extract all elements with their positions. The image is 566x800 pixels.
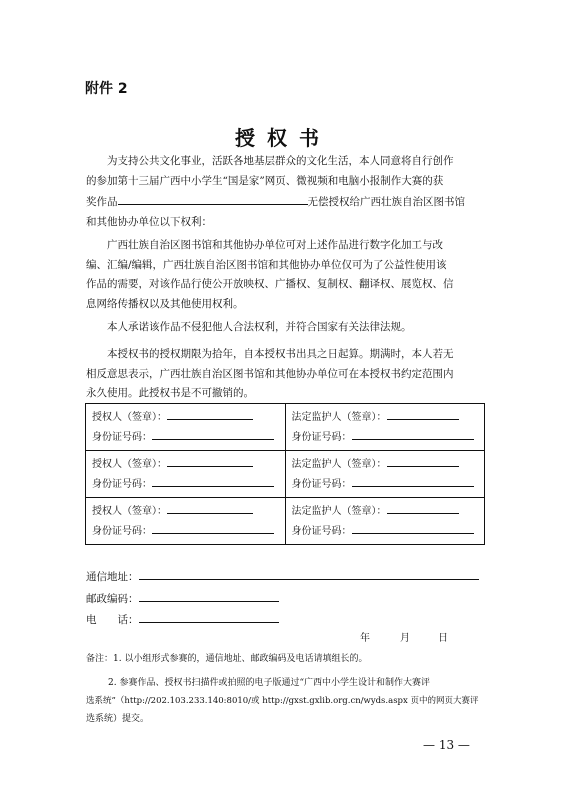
guardian-label: 法定监护人（签章）： [291,506,387,517]
signer-signature-field[interactable] [167,407,253,420]
signature-row [86,451,485,498]
date-month: 月 [400,633,410,644]
date-day: 日 [438,633,448,644]
phone-row [86,609,279,627]
para4-line3: 永久使用。此授权书是不可撤销的。 [86,387,254,399]
para1-line3-prefix: 奖作品 [86,196,118,208]
para3-line: 本人承诺该作品不侵犯他人合法权利，并符合国家有关法律法规。 [107,321,412,333]
signature-table [85,403,485,545]
guardian-signature-field[interactable] [387,454,459,467]
document-title: 授权书 [235,126,331,150]
postcode-label: 邮政编码： [86,593,139,605]
guardian-cell [285,498,485,545]
signer-label: 授权人（签章）： [92,459,167,470]
authorization-paragraph-3 [86,318,484,338]
signer-id-field[interactable] [152,474,274,487]
para2-line4: 息网络传播权以及其他使用权利。 [86,297,244,310]
para1-line4: 和其他协办单位以下权利： [86,215,212,228]
date-line [360,629,448,644]
signer-signature-field[interactable] [167,454,253,467]
guardian-signature-field[interactable] [387,407,459,420]
guardian-id-label: 身份证号码： [291,432,352,443]
address-label: 通信地址： [86,571,139,583]
para4-line2: 相反意思表示，广西壮族自治区图书馆和其他协办单位可在本授权书约定范围内 [86,367,454,380]
note-2-line1: 2. 参赛作品、授权书扫描件或拍照的电子版通过“广西中小学生设计和制作大赛评 [108,678,431,688]
address-field[interactable] [139,566,479,580]
para4-line1: 本授权书的授权期限为拾年，自本授权书出具之日起算。期满时，本人若无 [107,348,454,360]
signer-id-field[interactable] [152,427,274,440]
signer-label: 授权人（签章）： [92,412,167,423]
guardian-cell [285,451,485,498]
para1-line3-suffix: 无偿授权给广西壮族自治区图书馆 [307,196,465,208]
signer-id-field[interactable] [152,521,274,534]
signer-cell [86,498,286,545]
signer-id-label: 身份证号码： [92,432,152,443]
authorization-paragraph-2 [86,236,484,314]
para2-line2: 编、汇编/编辑，广西壮族自治区图书馆和其他协办单位仅可为了公益性使用该 [86,258,447,271]
guardian-cell [285,404,485,451]
signer-signature-field[interactable] [167,501,253,514]
note-2-line2: 选系统”（http://202.103.233.140:8010/或 http://gxst.gxlib.org.cn/wyds.aspx 页中的网页大赛评 [86,696,479,706]
phone-label: 电 话： [86,614,139,626]
guardian-id-label: 身份证号码： [291,526,352,537]
signer-label: 授权人（签章）： [92,506,167,517]
guardian-id-label: 身份证号码： [291,479,352,490]
signer-id-label: 身份证号码： [92,479,152,490]
authorization-paragraph-1 [86,152,484,232]
notes [86,650,486,728]
phone-field[interactable] [139,609,279,623]
para2-line3: 作品的需要，对该作品行使公开放映权、广播权、复制权、翻译权、展览权、信 [86,278,454,290]
signer-id-label: 身份证号码： [92,526,152,537]
authorization-paragraph-4 [86,345,484,404]
work-title-blank[interactable] [118,191,308,205]
note-1: 备注：1. 以小组形式参赛的，通信地址、邮政编码及电话请填组长的。 [86,654,368,664]
page-number: — 13 — [423,738,470,752]
signer-cell [86,404,286,451]
para1-line2: 的参加第十三届广西中小学生“国是家”网页、微视频和电脑小报制作大赛的获 [86,174,444,187]
para1-line1: 为支持公共文化事业，活跃各地基层群众的文化生活，本人同意将自行创作 [107,155,454,167]
guardian-label: 法定监护人（签章）： [291,412,387,423]
para2-line1: 广西壮族自治区图书馆和其他协办单位可对上述作品进行数字化加工与改 [107,239,443,251]
date-year: 年 [360,633,370,644]
note-2-line3: 选系统）提交。 [86,714,150,724]
attachment-label: 附件 2 [85,81,128,97]
signature-row [86,404,485,451]
signer-cell [86,451,286,498]
guardian-id-field[interactable] [352,427,474,440]
postcode-row [86,588,279,606]
guardian-id-field[interactable] [352,521,474,534]
address-row [86,566,479,584]
signature-row [86,498,485,545]
guardian-id-field[interactable] [352,474,474,487]
guardian-signature-field[interactable] [387,501,459,514]
postcode-field[interactable] [139,588,279,602]
guardian-label: 法定监护人（签章）： [291,459,387,470]
